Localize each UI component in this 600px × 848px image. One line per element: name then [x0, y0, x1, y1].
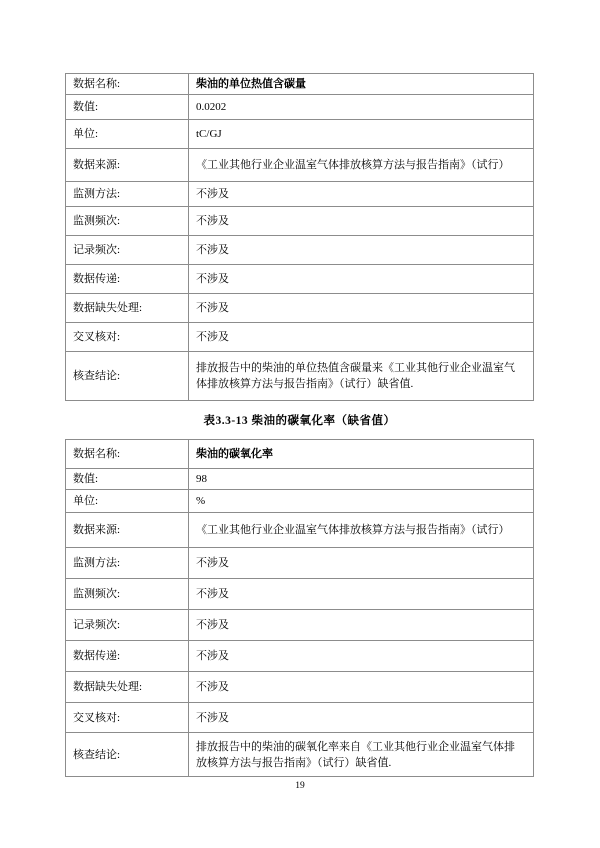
row-value: 排放报告中的柴油的碳氧化率来自《工业其他行业企业温室气体排放核算方法与报告指南》（试行）缺省值. — [189, 733, 534, 777]
row-value: 不涉及 — [189, 672, 534, 703]
table-row — [66, 610, 534, 641]
row-label: 监测方法: — [66, 548, 189, 579]
page-number: 19 — [295, 781, 305, 791]
table-row — [66, 513, 534, 548]
row-value: 不涉及 — [189, 579, 534, 610]
table-caption: 表3.3-13 柴油的碳氧化率（缺省值） — [203, 415, 396, 427]
row-label: 监测频次: — [66, 579, 189, 610]
row-value: 《工业其他行业企业温室气体排放核算方法与报告指南》（试行） — [189, 513, 534, 548]
row-label: 单位: — [66, 490, 189, 513]
row-label: 数据缺失处理: — [66, 294, 189, 323]
row-label: 交叉核对: — [66, 703, 189, 733]
row-value: % — [189, 490, 534, 513]
table-row — [66, 440, 534, 469]
row-value: 0.0202 — [189, 95, 534, 120]
row-label: 记录频次: — [66, 610, 189, 641]
table-row — [66, 294, 534, 323]
data-table-fuel-carbon-content — [65, 73, 534, 401]
row-label: 数据名称: — [66, 440, 189, 469]
row-value: 不涉及 — [189, 323, 534, 352]
row-value: 不涉及 — [189, 641, 534, 672]
row-label: 核查结论: — [66, 733, 189, 777]
row-value: tC/GJ — [189, 120, 534, 149]
table-row — [66, 672, 534, 703]
row-value: 不涉及 — [189, 236, 534, 265]
table-row — [66, 182, 534, 207]
row-value: 不涉及 — [189, 703, 534, 733]
table-row — [66, 641, 534, 672]
table-row — [66, 74, 534, 95]
table-row — [66, 207, 534, 236]
row-value: 不涉及 — [189, 207, 534, 236]
table-row — [66, 733, 534, 777]
row-value: 柴油的单位热值含碳量 — [189, 74, 534, 95]
row-value: 不涉及 — [189, 294, 534, 323]
row-value: 不涉及 — [189, 610, 534, 641]
data-table-fuel-oxidation-rate — [65, 439, 534, 777]
row-value: 排放报告中的柴油的单位热值含碳量来《工业其他行业企业温室气体排放核算方法与报告指南》（试行）缺省值. — [189, 352, 534, 401]
row-value: 98 — [189, 469, 534, 490]
table-row — [66, 490, 534, 513]
row-value: 不涉及 — [189, 265, 534, 294]
row-label: 数值: — [66, 469, 189, 490]
document-body — [65, 73, 534, 777]
row-label: 记录频次: — [66, 236, 189, 265]
row-value: 不涉及 — [189, 182, 534, 207]
table-row — [66, 579, 534, 610]
table-row — [66, 548, 534, 579]
row-value: 不涉及 — [189, 548, 534, 579]
row-label: 数据传递: — [66, 265, 189, 294]
table-row — [66, 120, 534, 149]
table-row — [66, 352, 534, 401]
row-value: 《工业其他行业企业温室气体排放核算方法与报告指南》（试行） — [189, 149, 534, 182]
row-label: 监测频次: — [66, 207, 189, 236]
row-label: 数据名称: — [66, 74, 189, 95]
row-label: 交叉核对: — [66, 323, 189, 352]
table-row — [66, 95, 534, 120]
row-label: 监测方法: — [66, 182, 189, 207]
row-label: 数值: — [66, 95, 189, 120]
row-value: 柴油的碳氧化率 — [189, 440, 534, 469]
row-label: 数据传递: — [66, 641, 189, 672]
row-label: 数据缺失处理: — [66, 672, 189, 703]
table-row — [66, 323, 534, 352]
table-row — [66, 469, 534, 490]
row-label: 数据来源: — [66, 513, 189, 548]
row-label: 单位: — [66, 120, 189, 149]
table-row — [66, 265, 534, 294]
row-label: 核查结论: — [66, 352, 189, 401]
table-row — [66, 236, 534, 265]
row-label: 数据来源: — [66, 149, 189, 182]
table-row — [66, 149, 534, 182]
table-row — [66, 703, 534, 733]
